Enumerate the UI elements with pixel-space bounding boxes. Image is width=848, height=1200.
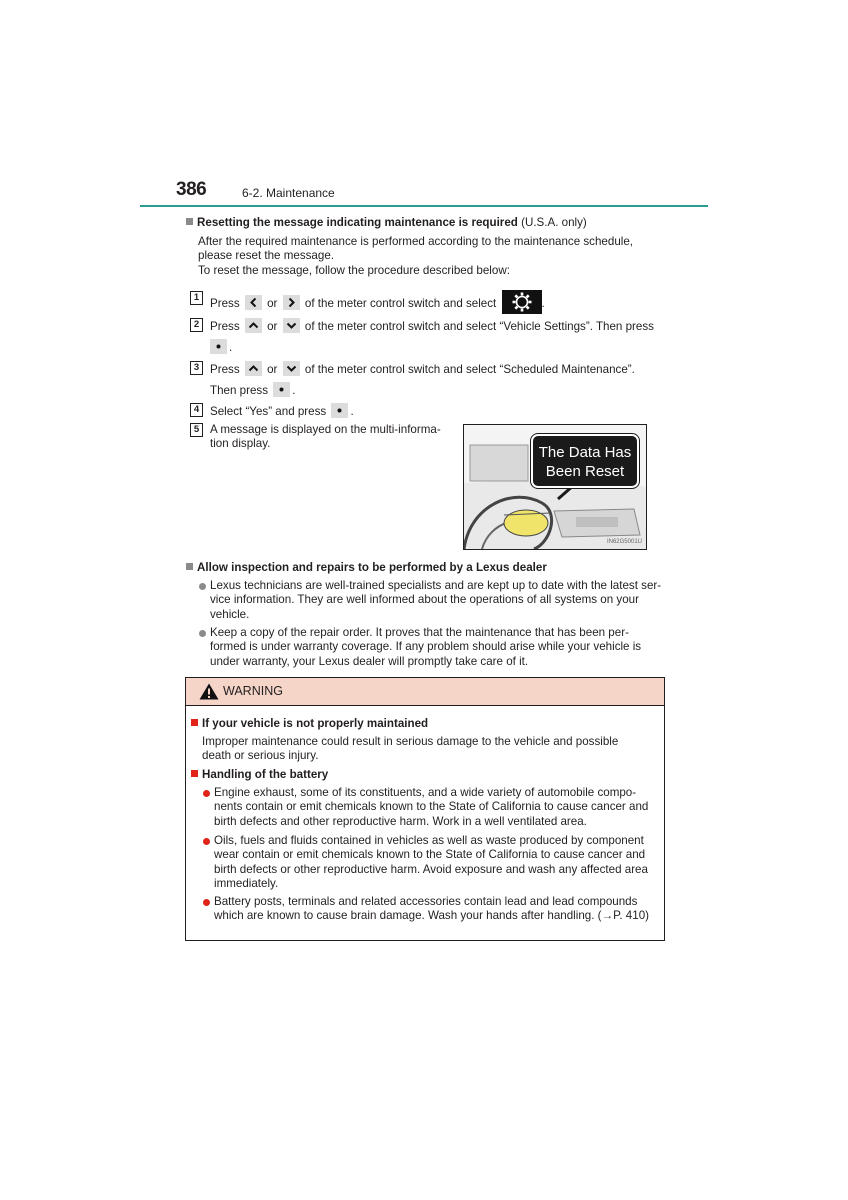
step-number: 3 (190, 361, 203, 375)
bullet-line: vehicle. (210, 607, 250, 621)
bullet-line: formed is under warranty coverage. If any problem should arise while your vehicle is (210, 640, 642, 654)
bullet-icon (199, 630, 206, 637)
step-number: 1 (190, 291, 203, 305)
warning-line: Engine exhaust, some of its constituents, and a wide variety of automobile compo- (214, 786, 637, 799)
step-number: 5 (190, 423, 203, 437)
step-text: tion display. (210, 437, 271, 451)
warning-line: death or serious injury. (202, 749, 319, 763)
bubble-line: Been Reset (545, 463, 625, 480)
step-text: Press (210, 297, 240, 310)
step-text: . (541, 297, 545, 310)
warning-title: WARNING (223, 684, 283, 698)
reset-heading (186, 216, 587, 230)
down-arrow-icon (283, 318, 300, 333)
dashboard-illustration (463, 424, 647, 550)
dealer-bullet (210, 626, 663, 669)
enter-dot-icon (273, 382, 290, 397)
step-text: Press (210, 320, 240, 333)
warning-line: which are known to cause brain damage. Wash your hands after handling. (→P. 410) (214, 909, 650, 923)
bullet-icon (199, 583, 206, 590)
warning-line: immediately. (214, 877, 279, 891)
warning-bullet (214, 786, 658, 829)
dealer-heading-text: Allow inspection and repairs to be performed by a Lexus dealer (197, 561, 547, 574)
section-square-icon (191, 770, 198, 777)
warning-header (186, 678, 664, 706)
step-text: Then press (210, 384, 268, 397)
step-number: 2 (190, 318, 203, 332)
step-5 (210, 423, 450, 452)
down-arrow-icon (283, 361, 300, 376)
step-text: Select “Yes” and press (210, 405, 327, 418)
step-text: or (267, 363, 278, 376)
section-square-icon (191, 719, 198, 726)
warning-triangle-icon (199, 683, 219, 700)
step-4 (210, 403, 354, 419)
enter-dot-icon (331, 403, 348, 418)
dealer-bullet (210, 579, 663, 622)
bullet-icon (203, 899, 210, 906)
warning-bullet (214, 834, 658, 892)
enter-dot-icon (210, 339, 227, 354)
intro-line: After the required maintenance is performed according to the maintenance schedule, (198, 235, 634, 248)
warning-line: birth defects or other reproductive harm. Avoid exposure and wash any affected area (214, 862, 648, 876)
reset-heading-bold: Resetting the message indicating maintenance is required (197, 216, 518, 229)
warning-bullet (214, 895, 658, 924)
warning-sub1-text: If your vehicle is not properly maintained (202, 717, 429, 730)
step-text: . (292, 384, 296, 397)
warning-sub1-body (202, 735, 654, 764)
bullet-line: Keep a copy of the repair order. It proves that the maintenance that has been per- (210, 626, 629, 639)
bullet-line: under warranty, your Lexus dealer will promptly take care of it. (210, 654, 529, 668)
warning-box (185, 677, 665, 941)
section-square-icon (186, 218, 193, 225)
warning-sub2-heading (191, 768, 328, 782)
reset-intro (198, 235, 660, 278)
intro-line: To reset the message, follow the procedure described below: (198, 263, 510, 277)
reset-heading-region: (U.S.A. only) (517, 216, 587, 229)
step-3-line2 (210, 382, 295, 398)
step-text: of the meter control switch and select “Vehicle Settings”. Then press (304, 320, 654, 333)
warning-line: Battery posts, terminals and related accessories contain lead and lead compounds (214, 895, 638, 908)
step-text: Press (210, 363, 240, 376)
bubble-line: The Data Has (538, 444, 632, 461)
warning-sub2-text: Handling of the battery (202, 768, 329, 781)
warning-line: nents contain or emit chemicals known to the State of California to cause cancer and (214, 800, 649, 814)
step-3 (210, 361, 635, 377)
step-number: 4 (190, 403, 203, 417)
step-text: or (267, 320, 278, 333)
page-number: 386 (176, 179, 207, 200)
warning-line: Improper maintenance could result in serious damage to the vehicle and possible (202, 735, 619, 748)
step-1 (210, 290, 545, 314)
warning-line: wear contain or emit chemicals known to the State of California to cause cancer and (214, 848, 646, 862)
step-text: of the meter control switch and select (304, 297, 497, 310)
warning-line: Oils, fuels and fluids contained in vehicles as well as waste produced by component (214, 834, 644, 847)
up-arrow-icon (245, 361, 262, 376)
intro-line: please reset the message. (198, 249, 334, 263)
section-square-icon (186, 563, 193, 570)
bullet-line: Lexus technicians are well-trained specialists and are kept up to date with the latest ser- (210, 579, 662, 592)
bullet-line: vice information. They are well informed about the operations of all systems on your (210, 593, 639, 607)
warning-sub1-heading (191, 717, 428, 731)
section-title: 6-2. Maintenance (242, 186, 335, 200)
header-rule (140, 205, 708, 207)
warning-line: birth defects and other reproductive harm. Work in a well ventilated area. (214, 814, 587, 828)
step-text: . (350, 405, 354, 418)
right-arrow-icon (283, 295, 300, 310)
step-text: A message is displayed on the multi-informa- (210, 423, 441, 436)
bullet-icon (203, 790, 210, 797)
up-arrow-icon (245, 318, 262, 333)
step-2 (210, 318, 654, 334)
reset-message-bubble (531, 434, 639, 488)
dealer-heading (186, 561, 547, 575)
bullet-icon (203, 838, 210, 845)
step-2-line2 (208, 339, 232, 355)
step-text: or (267, 297, 278, 310)
step-text: . (229, 341, 233, 354)
image-code: IN62G5001U (606, 539, 642, 545)
left-arrow-icon (245, 295, 262, 310)
gear-settings-icon (502, 290, 542, 314)
step-text: of the meter control switch and select “Scheduled Maintenance”. (304, 363, 635, 376)
